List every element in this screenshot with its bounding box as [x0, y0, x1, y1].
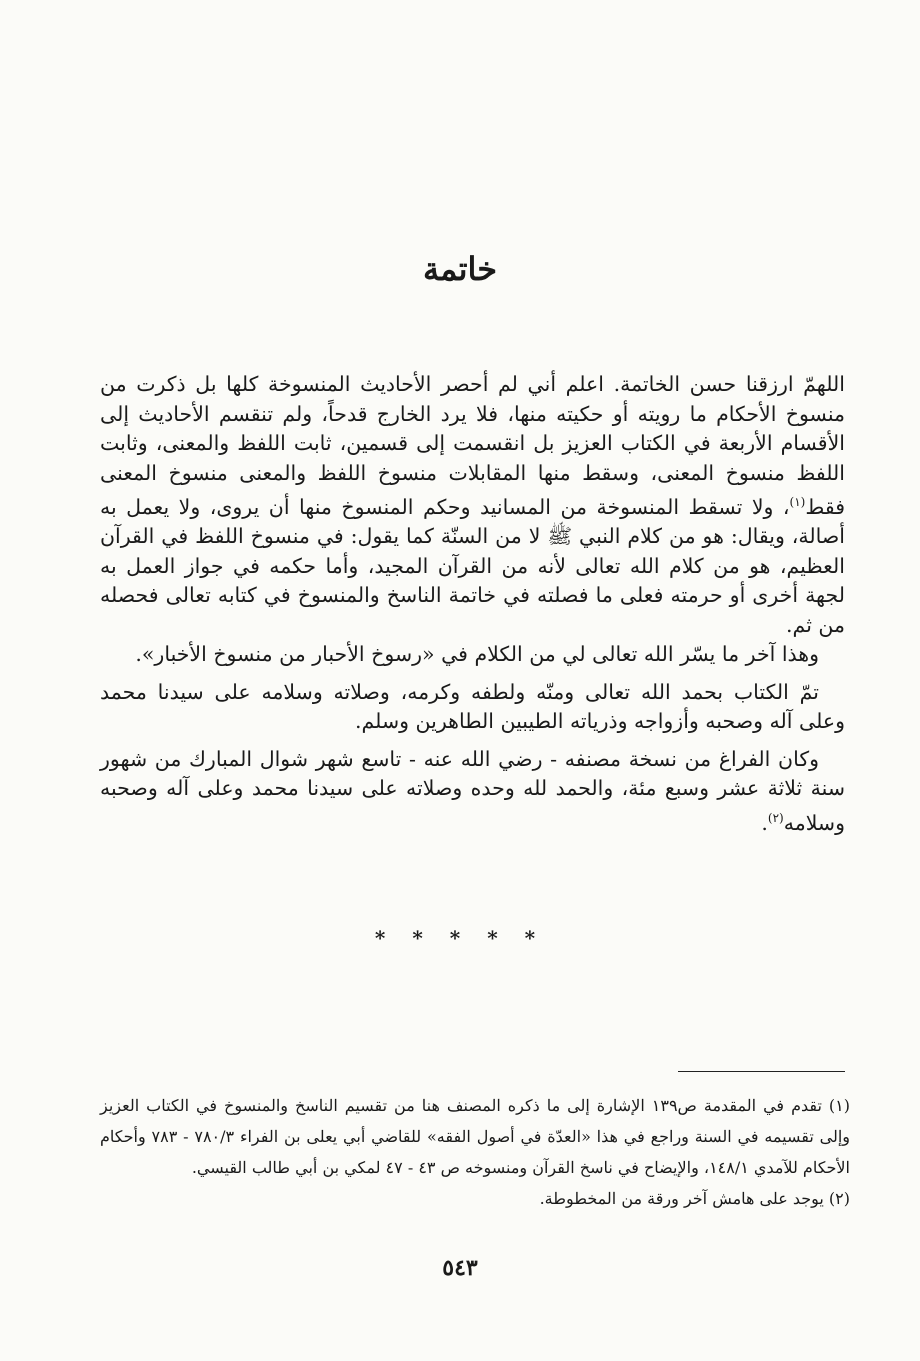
chapter-title: خاتمة — [422, 250, 498, 288]
footnote-1: (١) تقدم في المقدمة ص١٣٩ الإشارة إلى ما ذكره المصنف هنا من تقسيم الناسخ والمنسوخ في الكتاب العزيز وإلى تقسيمه في السنة وراجع في هذا «العدّة في أصول الفقه» للقاضي أبي يعلى بن الفراء ٧٨٠/٣ - ٧٨٣ وأحكام الأحكام للآمدي ١٤٨/١، والإيضاح في ناسخ القرآن ومنسوخه ص ٤٣ - ٤٧ لمكي بن أبي طالب القيسي. — [100, 1096, 851, 1177]
paragraph-4-text: وكان الفراغ من نسخة مصنفه - رضي الله عنه - تاسع شهر شوال المبارك من شهور سنة ثلاثة عشر وسبع مئة، والحمد لله وحده وصلاته على سيدنا محمد وعلى آله وصحبه وسلامه — [100, 746, 845, 835]
paragraph-1-text: اللهمّ ارزقنا حسن الخاتمة. اعلم أني لم أحصر الأحاديث المنسوخة كلها بل ذكرت من منسوخ الأحكام ما رويته أو حكيته منها، فلا يرد الخارج قدحاً، ولم تنقسم الأحاديث إلى الأقسام الأربعة في الكتاب العزيز بل انقسمت إلى قسمين، ثابت اللفظ والمعنى، وثابت اللفظ منسوخ المعنى، وسقط منها المقابلات منسوخ اللفظ والمعنى منسوخ المعنى فقط — [100, 372, 845, 519]
section-separator: * * * * * — [374, 926, 546, 950]
paragraph-4-end: . — [761, 810, 768, 835]
footnote-ref-1: (١) — [789, 495, 806, 509]
footnotes — [100, 1090, 850, 1214]
paragraph-2-text: وهذا آخر ما يسّر الله تعالى لي من الكلام في «رسوخ الأحبار من منسوخ الأخبار». — [135, 642, 819, 667]
footnote-2: (٢) يوجد على هامش آخر ورقة من المخطوطة. — [539, 1189, 850, 1208]
paragraph-1-continuation: ، ولا تسقط المنسوخة من المسانيد وحكم المنسوخ منها أن يروى، ولا يعمل به أصالة، ويقال: هو من كلام النبي ﷺ لا من السنّة كما يقول: في منسوخ اللفظ في القرآن العظيم، هو من كلام الله تعالى لأنه من القرآن المجيد، وأما حكمه في جواز العمل به لجهة أخرى أو حرمته فعلى ما فصلته في خاتمة الناسخ والمنسوخ في كتابه تعالى فحصله من ثم. — [100, 494, 845, 637]
paragraph-4 — [100, 745, 845, 838]
footnote-ref-2: (٢) — [767, 810, 784, 825]
paragraph-2 — [100, 640, 845, 670]
page-number: ٥٤٣ — [442, 1255, 478, 1281]
paragraph-3-text: تمّ الكتاب بحمد الله تعالى ومنّه ولطفه وكرمه، وصلاته وسلامه على سيدنا محمد وعلى آله وصحبه وأزواجه وذرياته الطيبين الطاهرين وسلم. — [100, 679, 845, 734]
main-text — [100, 370, 845, 838]
paragraph-1 — [100, 370, 845, 640]
footnote-divider — [678, 1071, 845, 1072]
paragraph-3 — [100, 678, 845, 737]
